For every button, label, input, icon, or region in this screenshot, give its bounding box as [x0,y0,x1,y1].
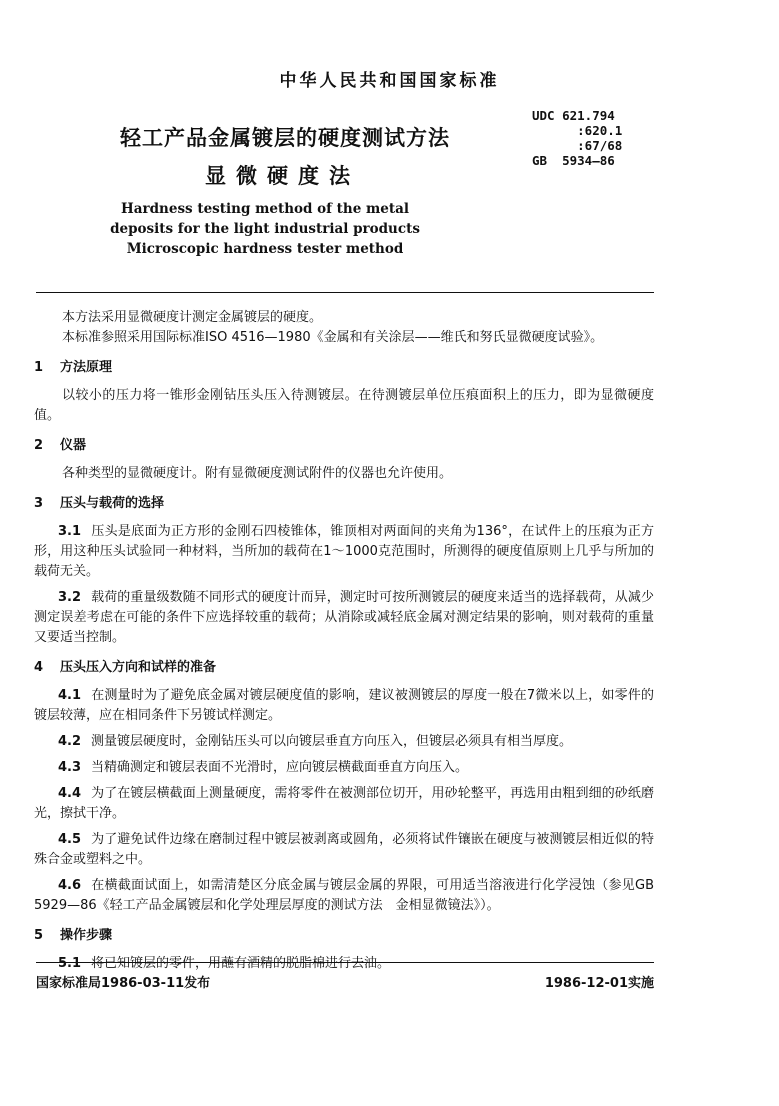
clause: 4.4 为了在镀层横截面上测量硬度，需将零件在被测部位切开，用砂轮整平，再选用由粗到细的砂纸磨光，擦拭干净。 [34,786,654,821]
intro-paragraph: 本方法采用显微硬度计测定金属镀层的硬度。 [62,310,323,325]
footer-divider [36,962,654,963]
standard-number: GB 5934—86 [532,153,615,168]
document-body [34,308,654,974]
section-heading: 3 压头与载荷的选择 [34,496,165,511]
section-paragraph: 各种类型的显微硬度计。附有显微硬度测试附件的仪器也允许使用。 [62,466,453,481]
title-english-line: Microscopic hardness tester method [126,241,404,257]
section-heading: 4 压头压入方向和试样的准备 [34,660,217,675]
title-english [0,199,530,259]
udc-line: UDC 621.794 [532,108,615,123]
clause: 4.6 在横截面试面上，如需清楚区分底金属与镀层金属的界限，可用适当溶液进行化学浸蚀（参见GB 5929—86《轻工产品金属镀层和化学处理层厚度的测试方法 金相显微镜法》）。 [34,878,654,913]
section-heading: 1 方法原理 [34,360,113,375]
intro-paragraph: 本标准参照采用国际标准ISO 4516—1980《金属和有关涂层——维氏和努氏显微硬度试验》。 [62,330,604,345]
title-chinese-line2: 显微硬度法 [205,164,360,188]
title-chinese-line1: 轻工产品金属镀层的硬度测试方法 [120,126,450,150]
clause: 4.2 测量镀层硬度时，金刚钻压头可以向镀层垂直方向压入，但镀层必须具有相当厚度。 [58,734,573,749]
clause: 4.5 为了避免试件边缘在磨制过程中镀层被剥离或圆角，必须将试件镶嵌在硬度与被测镀层相近似的特殊合金或塑料之中。 [34,832,654,867]
section-heading: 5 操作步骤 [34,928,113,943]
clause: 3.1 压头是底面为正方形的金刚石四棱锥体，锥顶相对两面间的夹角为136°，在试件上的压痕为正方形，用这种压头试验同一种材料，当所加的载荷在1～1000克范围时，所测得的硬度值原则上几乎与所加的载荷无关。 [34,524,654,579]
issuing-organization: 中华人民共和国国家标准 [279,71,500,91]
section-heading: 2 仪器 [34,438,87,453]
title-english-line: deposits for the light industrial products [110,221,420,237]
clause: 3.2 载荷的重量级数随不同形式的硬度计而异，测定时可按所测镀层的硬度来适当的选择载荷，从减少测定误差考虑在可能的条件下应选择较重的载荷；从消除或减轻底金属对测定结果的影响，则对载荷的重量又要适当控制。 [34,590,654,645]
section-paragraph: 以较小的压力将一锥形金刚钻压头压入待测镀层。在待测镀层单位压痕面积上的压力，即为显微硬度值。 [34,388,654,423]
clause: 4.3 当精确测定和镀层表面不光滑时，应向镀层横截面垂直方向压入。 [58,760,469,775]
effective-date: 1986-12-01实施 [544,976,654,991]
header-divider [36,292,654,293]
clause: 5.1 将已知镀层的零件，用蘸有酒精的脱脂棉进行去油。 [58,956,391,971]
clause: 4.1 在测量时为了避免底金属对镀层硬度值的影响，建议被测镀层的厚度一般在7微米以上，如零件的镀层较薄，应在相同条件下另镀试样测定。 [34,688,654,723]
udc-line: :620.1 [532,123,623,138]
udc-line: :67/68 [532,138,623,153]
udc-classification [532,108,622,168]
issue-date: 国家标准局1986-03-11发布 [36,976,211,991]
title-english-line: Hardness testing method of the metal [120,201,409,217]
